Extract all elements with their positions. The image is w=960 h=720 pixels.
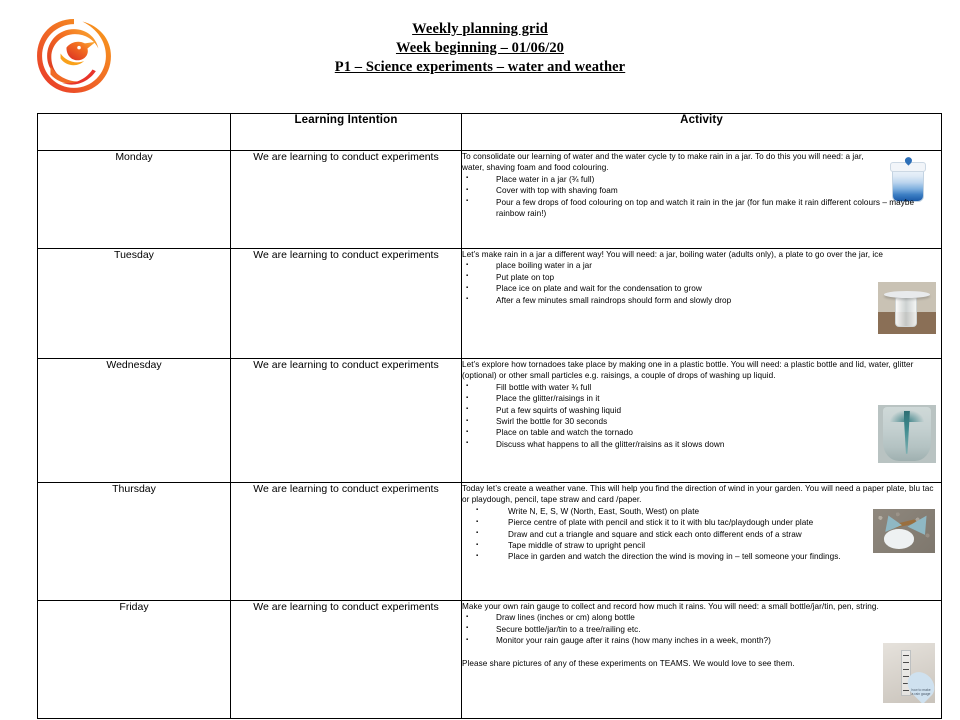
table-row	[38, 601, 942, 719]
phoenix-bird-logo-icon	[32, 14, 116, 98]
list-item: ▪ Pour a few drops of food colouring on top and watch it rain in the jar (for fun make it rain different colours – maybe rainbow rain!)	[462, 197, 941, 220]
learning-intention-wednesday: We are learning to conduct experiments	[231, 359, 462, 483]
list-item: ▪ Place in garden and watch the direction the wind is moving in – tell someone your findings.	[462, 551, 941, 562]
day-label-tuesday: Tuesday	[38, 249, 231, 359]
planning-grid-table	[37, 113, 942, 719]
list-item: ▪ Discuss what happens to all the glitter/raisins as it slows down	[462, 439, 941, 450]
header-day	[38, 114, 231, 151]
list-item: ▪ Place water in a jar (¾ full)	[462, 174, 941, 185]
list-item: ▪ Draw lines (inches or cm) along bottle	[462, 612, 941, 623]
learning-intention-thursday: We are learning to conduct experiments	[231, 483, 462, 601]
activity-monday	[462, 151, 942, 249]
list-item: ▪ Monitor your rain gauge after it rains (how many inches in a week, month?)	[462, 635, 941, 646]
list-item: ▪ Secure bottle/jar/tin to a tree/railing etc.	[462, 624, 941, 635]
list-item: ▪ Place ice on plate and wait for the condensation to grow	[462, 283, 941, 294]
day-label-wednesday: Wednesday	[38, 359, 231, 483]
list-item: ▪ Draw and cut a triangle and square and stick each onto different ends of a straw	[462, 529, 941, 540]
day-label-monday: Monday	[38, 151, 231, 249]
activity-friday	[462, 601, 942, 719]
list-item: ▪ Put plate on top	[462, 272, 941, 283]
activity-bullets-monday	[462, 174, 941, 220]
list-item: ▪ Tape middle of straw to upright pencil	[462, 540, 941, 551]
list-item: ▪ Put a few squirts of washing liquid	[462, 405, 941, 416]
learning-intention-friday: We are learning to conduct experiments	[231, 601, 462, 719]
table-header-row	[38, 114, 942, 151]
activity-bullets-wednesday	[462, 382, 941, 450]
list-item: ▪ Swirl the bottle for 30 seconds	[462, 416, 941, 427]
list-item: ▪ Fill bottle with water ¾ full	[462, 382, 941, 393]
list-item: ▪ Place the glitter/raisings in it	[462, 393, 941, 404]
page-title	[130, 20, 830, 77]
table-row	[38, 483, 942, 601]
activity-bullets-tuesday	[462, 260, 941, 306]
activity-lead-friday: Make your own rain gauge to collect and record how much it rains. You will need: a small bottle/jar/tin, pen, string.	[462, 602, 879, 611]
activity-lead-wednesday: Let’s explore how tornadoes take place by making one in a plastic bottle. You will need: a plastic bottle and lid, water, glitter (optional) or other small particles e.g. raisings, a couple of drops of washing up liquid.	[462, 360, 914, 381]
list-item: ▪ place boiling water in a jar	[462, 260, 941, 271]
list-item: ▪ After a few minutes small raindrops should form and slowly drop	[462, 295, 941, 306]
learning-intention-tuesday: We are learning to conduct experiments	[231, 249, 462, 359]
rain-gauge-bottle-photo	[883, 643, 935, 703]
title-line-1: Weekly planning grid	[412, 21, 548, 37]
table-row	[38, 151, 942, 249]
activity-wednesday	[462, 359, 942, 483]
day-label-thursday: Thursday	[38, 483, 231, 601]
list-item: ▪ Pierce centre of plate with pencil and stick it to it with blu tac/playdough under plate	[462, 517, 941, 528]
header-activity: Activity	[462, 114, 942, 151]
activity-bullets-friday	[462, 612, 941, 646]
rain-gauge-photo-label: how to make a rain gauge	[911, 687, 931, 696]
list-item: ▪ Cover with top with shaving foam	[462, 185, 941, 196]
activity-bullets-thursday	[462, 506, 941, 563]
list-item: ▪ Place on table and watch the tornado	[462, 427, 941, 438]
day-label-friday: Friday	[38, 601, 231, 719]
activity-thursday	[462, 483, 942, 601]
header-learning-intention: Learning Intention	[231, 114, 462, 151]
table-row	[38, 359, 942, 483]
activity-tail-friday: Please share pictures of any of these experiments on TEAMS. We would love to see them.	[462, 658, 795, 668]
title-line-3: P1 – Science experiments – water and weather	[334, 59, 626, 75]
activity-lead-thursday: Today let’s create a weather vane. This will help you find the direction of wind in your garden. You will need a paper plate, blu tac or playdough, pencil, tape straw and card /paper.	[462, 484, 934, 505]
table-row	[38, 249, 942, 359]
activity-lead-monday: To consolidate our learning of water and the water cycle ty to make rain in a jar. To do this you will need: a jar, water, shaving foam and food colouring.	[462, 152, 864, 173]
title-line-2: Week beginning – 01/06/20	[395, 40, 565, 56]
list-item: ▪ Write N, E, S, W (North, East, South, West) on plate	[462, 506, 941, 517]
activity-lead-tuesday: Let’s make rain in a jar a different way! You will need: a jar, boiling water (adults only), a plate to go over the jar, ice	[462, 250, 883, 259]
learning-intention-monday: We are learning to conduct experiments	[231, 151, 462, 249]
activity-tuesday	[462, 249, 942, 359]
